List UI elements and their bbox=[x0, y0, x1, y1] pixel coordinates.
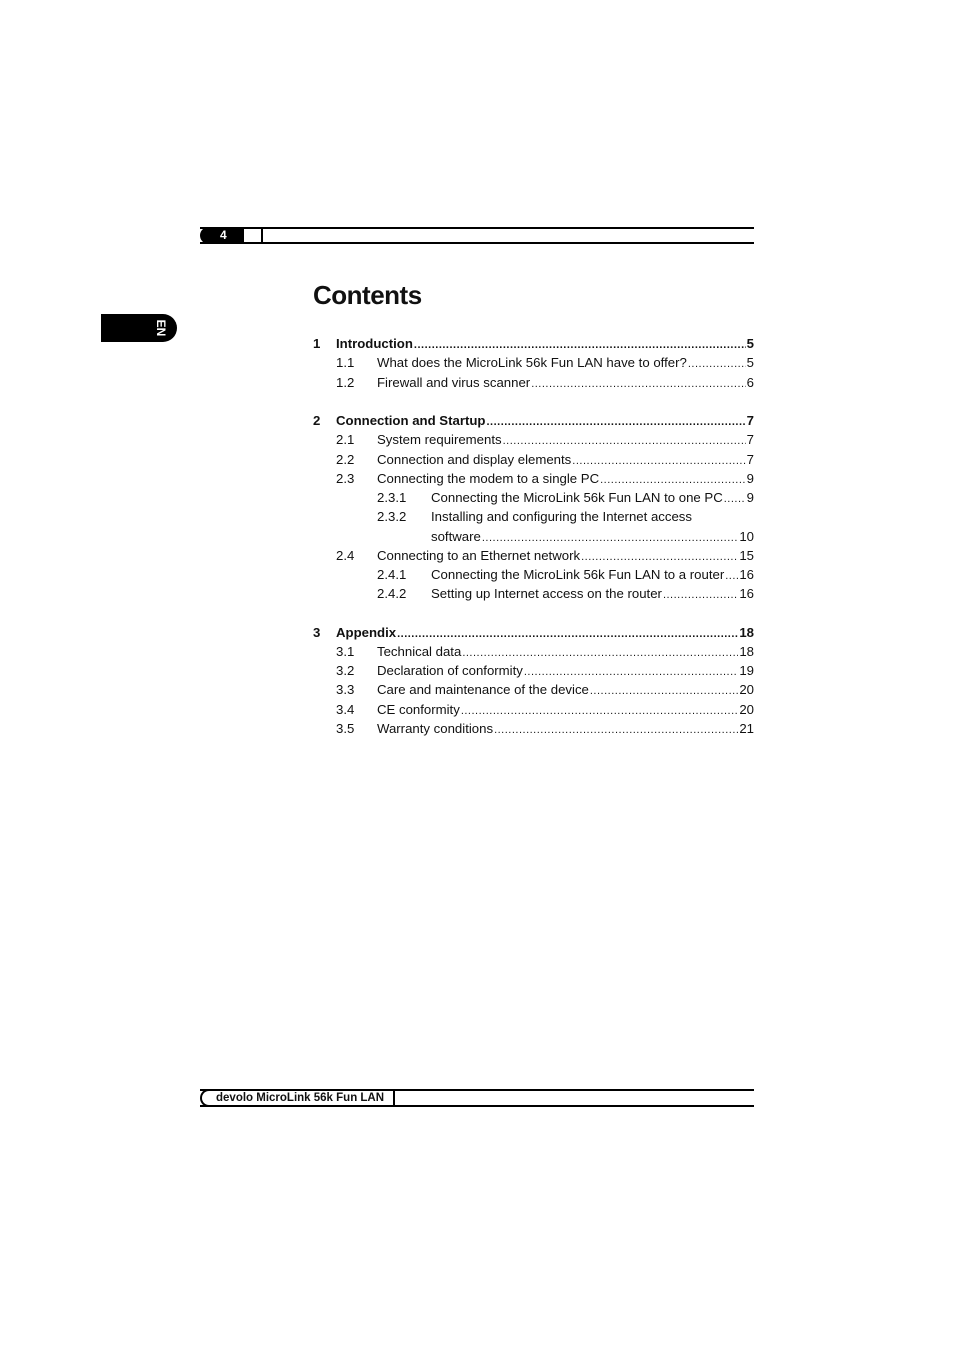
toc-label: Connecting the MicroLink 56k Fun LAN to one PC bbox=[431, 490, 723, 505]
toc-entry[interactable] bbox=[336, 353, 754, 372]
toc-label: Introduction bbox=[336, 336, 413, 351]
toc-label: Warranty conditions bbox=[377, 721, 494, 736]
toc-number: 2.3 bbox=[336, 471, 355, 486]
toc-page: 15 bbox=[739, 548, 754, 563]
toc-page: 18 bbox=[739, 644, 754, 659]
toc-page: 16 bbox=[739, 586, 754, 601]
toc-label: Setting up Internet access on the router bbox=[431, 586, 662, 601]
toc-entry[interactable] bbox=[336, 546, 754, 565]
toc-entry-continuation[interactable] bbox=[431, 527, 754, 546]
toc-leader bbox=[590, 682, 738, 701]
toc-entry[interactable] bbox=[377, 488, 754, 507]
toc-number: 2.4.1 bbox=[377, 567, 407, 582]
toc-entry[interactable] bbox=[377, 565, 754, 584]
toc-number: 1.1 bbox=[336, 355, 355, 370]
toc-number: 2.4 bbox=[336, 548, 355, 563]
language-tab bbox=[101, 314, 177, 342]
toc-page: 16 bbox=[739, 567, 754, 582]
toc-number: 1 bbox=[313, 336, 321, 351]
toc-page: 20 bbox=[739, 682, 754, 697]
toc-page: 21 bbox=[739, 721, 754, 736]
toc-label: Declaration of conformity bbox=[377, 663, 523, 678]
toc-label: Connecting the MicroLink 56k Fun LAN to a router bbox=[431, 567, 725, 582]
toc-page: 5 bbox=[746, 355, 754, 370]
toc-entry[interactable] bbox=[336, 661, 754, 680]
toc-entry[interactable] bbox=[377, 584, 754, 603]
toc-page: 6 bbox=[746, 375, 754, 390]
toc-number: 3.1 bbox=[336, 644, 355, 659]
page-footer bbox=[200, 1089, 754, 1107]
toc-label: Appendix bbox=[336, 625, 397, 640]
toc-entry[interactable] bbox=[377, 507, 754, 526]
header-rule-bottom bbox=[200, 242, 754, 244]
page-header bbox=[200, 227, 754, 244]
page-number: 4 bbox=[200, 227, 244, 244]
toc-label: Connection and Startup bbox=[336, 413, 486, 428]
toc-page: 7 bbox=[746, 452, 754, 467]
toc-leader bbox=[494, 721, 738, 740]
toc-label: Connecting to an Ethernet network bbox=[377, 548, 581, 563]
toc-number: 2 bbox=[313, 413, 321, 428]
toc-entry[interactable] bbox=[313, 334, 754, 353]
toc-page: 18 bbox=[739, 625, 754, 640]
footer-product-name: devolo MicroLink 56k Fun LAN bbox=[216, 1092, 385, 1104]
toc-page: 9 bbox=[746, 490, 754, 505]
toc-leader bbox=[503, 432, 746, 451]
toc-label: CE conformity bbox=[377, 702, 460, 717]
toc-label: software bbox=[431, 529, 481, 544]
toc-entry[interactable] bbox=[336, 373, 754, 392]
toc-label: Connection and display elements bbox=[377, 452, 572, 467]
toc-page: 5 bbox=[746, 336, 754, 351]
toc-number: 3 bbox=[313, 625, 321, 640]
toc-page: 20 bbox=[739, 702, 754, 717]
toc-number: 2.3.1 bbox=[377, 490, 407, 505]
toc-leader bbox=[663, 586, 738, 605]
toc-page: 7 bbox=[746, 413, 754, 428]
toc-entry[interactable] bbox=[336, 430, 754, 449]
toc-entry[interactable] bbox=[313, 623, 754, 642]
header-rule-top bbox=[200, 227, 754, 229]
language-label: EN bbox=[154, 319, 168, 337]
toc-entry[interactable] bbox=[336, 642, 754, 661]
toc-number: 2.4.2 bbox=[377, 586, 407, 601]
toc-label: System requirements bbox=[377, 432, 502, 447]
page-title: Contents bbox=[313, 280, 422, 310]
toc-label: Firewall and virus scanner bbox=[377, 375, 531, 390]
toc-number: 2.2 bbox=[336, 452, 355, 467]
toc-entry[interactable] bbox=[336, 469, 754, 488]
toc-number: 3.2 bbox=[336, 663, 355, 678]
toc-number: 3.3 bbox=[336, 682, 355, 697]
toc-label: Connecting the modem to a single PC bbox=[377, 471, 600, 486]
toc-number: 2.3.2 bbox=[377, 509, 407, 524]
toc-label: What does the MicroLink 56k Fun LAN have to offer? bbox=[377, 355, 687, 370]
toc-label: Care and maintenance of the device bbox=[377, 682, 589, 697]
toc-number: 1.2 bbox=[336, 375, 355, 390]
toc-entry[interactable] bbox=[336, 680, 754, 699]
toc-label: Installing and configuring the Internet access bbox=[431, 509, 692, 524]
header-separator bbox=[261, 227, 263, 244]
toc-number: 3.4 bbox=[336, 702, 355, 717]
toc-leader bbox=[688, 355, 746, 374]
toc-label: Technical data bbox=[377, 644, 462, 659]
toc-entry[interactable] bbox=[313, 411, 754, 430]
toc-entry[interactable] bbox=[336, 700, 754, 719]
toc-number: 3.5 bbox=[336, 721, 355, 736]
toc-page: 9 bbox=[746, 471, 754, 486]
footer-separator bbox=[393, 1089, 395, 1107]
toc-leader bbox=[531, 375, 745, 394]
toc-number: 2.1 bbox=[336, 432, 355, 447]
toc-entry[interactable] bbox=[336, 719, 754, 738]
toc-page: 7 bbox=[746, 432, 754, 447]
toc-page: 10 bbox=[739, 529, 754, 544]
toc-page: 19 bbox=[739, 663, 754, 678]
toc-entry[interactable] bbox=[336, 450, 754, 469]
